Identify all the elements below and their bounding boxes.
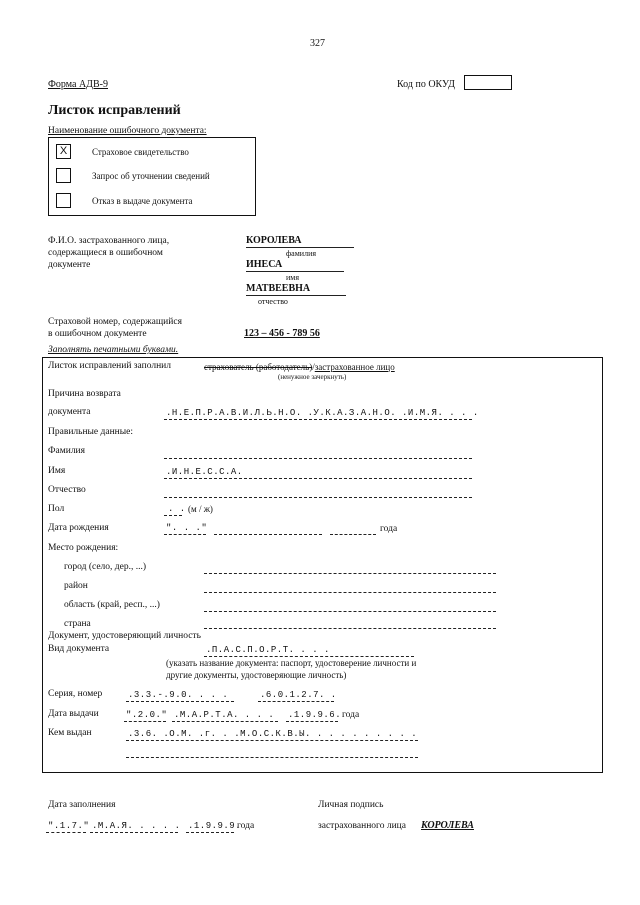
birthplace-label: Место рождения: bbox=[48, 543, 119, 553]
region-label: область (край, респ., ...) bbox=[64, 600, 160, 610]
sex-line bbox=[164, 515, 182, 516]
id-number-line bbox=[258, 701, 334, 702]
surname-line bbox=[164, 458, 472, 459]
series-value[interactable]: .3.3.-.9.0. . . . bbox=[128, 690, 229, 700]
birth-day[interactable]: ". . ." bbox=[166, 523, 208, 533]
name-underline bbox=[246, 271, 344, 272]
signature-label: Личная подпись bbox=[318, 800, 384, 810]
doc-name-label: Наименование ошибочного документа: bbox=[48, 126, 207, 136]
id-type-line bbox=[204, 656, 414, 657]
series-line bbox=[126, 701, 234, 702]
id-type-hint: другие документы, удостоверяющие личность) bbox=[166, 670, 347, 680]
issued-day-line bbox=[124, 721, 166, 722]
issuer-label: Кем выдан bbox=[48, 728, 92, 738]
fill-note: Заполнять печатными буквами. bbox=[48, 345, 179, 355]
option-separator: / bbox=[312, 362, 315, 372]
city-line[interactable] bbox=[204, 573, 496, 574]
doc-type-label: Страховое свидетельство bbox=[92, 147, 189, 157]
sex-hint: (м / ж) bbox=[188, 504, 213, 514]
birth-month-line bbox=[214, 534, 322, 535]
country-label: страна bbox=[64, 619, 91, 629]
filled-by-label: Листок исправлений заполнил bbox=[48, 361, 172, 371]
fill-date-year-line bbox=[186, 832, 234, 833]
patronymic-caption: отчество bbox=[258, 297, 288, 306]
wrong-patronymic: МАТВЕЕВНА bbox=[246, 283, 311, 294]
insurance-label: в ошибочном документе bbox=[48, 329, 147, 339]
issuer-line bbox=[126, 740, 418, 741]
id-doc-label: Документ, удостоверяющий личность bbox=[48, 631, 201, 641]
patronymic-label: Отчество bbox=[48, 485, 86, 495]
patronymic-line bbox=[164, 497, 472, 498]
name-label: Имя bbox=[48, 466, 66, 476]
id-type-label: Вид документа bbox=[48, 644, 110, 654]
fio-label: содержащиеся в ошибочном bbox=[48, 248, 163, 258]
district-label: район bbox=[64, 581, 88, 591]
surname-label: Фамилия bbox=[48, 446, 86, 456]
district-line[interactable] bbox=[204, 592, 496, 593]
filled-by-note: (ненужное зачеркнуть) bbox=[278, 373, 347, 381]
checkbox-refusal[interactable] bbox=[56, 193, 71, 208]
issued-label: Дата выдачи bbox=[48, 709, 99, 719]
fill-date-month-line bbox=[90, 832, 178, 833]
checkbox-insurance-certificate[interactable]: X bbox=[56, 144, 71, 159]
fill-date-year[interactable]: .1.9.9.9. bbox=[188, 821, 242, 831]
page-number: 327 bbox=[310, 38, 325, 49]
fio-label: документе bbox=[48, 260, 91, 270]
sex-label: Пол bbox=[48, 504, 65, 514]
birth-day-line bbox=[164, 534, 206, 535]
issued-year-line bbox=[286, 721, 338, 722]
fill-date-month[interactable]: .М.А.Я. . . . . bbox=[92, 821, 181, 831]
filled-by-options bbox=[204, 363, 395, 372]
doc-type-label: Отказ в выдаче документа bbox=[92, 196, 193, 206]
issued-month-line bbox=[172, 721, 278, 722]
issuer-line-2[interactable] bbox=[126, 757, 418, 758]
birth-suffix: года bbox=[380, 524, 398, 534]
name-value[interactable]: .И.Н.Е.С.С.А. bbox=[166, 467, 243, 477]
okud-field[interactable] bbox=[464, 75, 512, 90]
issuer-value[interactable]: .3.6. .О.М. .г. . .М.О.С.К.В.Ы. . . . . . . . . . bbox=[128, 729, 418, 739]
okud-label: Код по ОКУД bbox=[397, 79, 455, 90]
form-title: Листок исправлений bbox=[48, 103, 181, 118]
reason-label: Причина возврата bbox=[48, 389, 121, 399]
surname-underline bbox=[246, 247, 354, 248]
signature-label: застрахованного лица bbox=[318, 821, 406, 831]
region-line[interactable] bbox=[204, 611, 496, 612]
birth-year-line bbox=[330, 534, 376, 535]
city-label: город (село, дер., ...) bbox=[64, 562, 147, 572]
reason-line bbox=[164, 419, 472, 420]
form-code: Форма АДВ-9 bbox=[48, 79, 108, 90]
sex-value[interactable]: . . bbox=[168, 504, 186, 514]
doc-type-label: Запрос об уточнении сведений bbox=[92, 171, 210, 181]
id-type-value[interactable]: .П.А.С.П.О.Р.Т. . . . bbox=[206, 645, 330, 655]
series-label: Серия, номер bbox=[48, 689, 103, 699]
option-insured: застрахованное лицо bbox=[314, 362, 395, 372]
reason-label: документа bbox=[48, 407, 91, 417]
fio-label: Ф.И.О. застрахованного лица, bbox=[48, 236, 170, 246]
fill-date-day[interactable]: ".1.7." bbox=[48, 821, 90, 831]
issued-month[interactable]: .М.А.Р.Т.А. . . . bbox=[174, 710, 275, 720]
wrong-name: ИНЕСА bbox=[246, 259, 283, 270]
patronymic-underline bbox=[246, 295, 346, 296]
correct-data-label: Правильные данные: bbox=[48, 427, 133, 437]
issued-day[interactable]: ".2.0." bbox=[126, 710, 168, 720]
id-type-hint: (указать название документа: паспорт, удостоверение личности и bbox=[166, 658, 417, 668]
wrong-surname: КОРОЛЕВА bbox=[246, 235, 302, 246]
insurance-label: Страховой номер, содержащийся bbox=[48, 317, 182, 327]
issued-suffix: года bbox=[342, 710, 360, 720]
signature-value: КОРОЛЕВА bbox=[421, 820, 474, 831]
fill-date-label: Дата заполнения bbox=[48, 800, 116, 810]
id-number-value[interactable]: .6.0.1.2.7. . bbox=[260, 690, 337, 700]
country-line[interactable] bbox=[204, 628, 496, 629]
issued-year[interactable]: .1.9.9.6. bbox=[288, 710, 342, 720]
option-employer: страхователь (работодатель) bbox=[204, 362, 313, 372]
insurance-number: 123 – 456 - 789 56 bbox=[244, 328, 320, 339]
fill-date-suffix: года bbox=[237, 821, 255, 831]
name-line bbox=[164, 478, 472, 479]
fill-date-day-line bbox=[46, 832, 86, 833]
name-caption: имя bbox=[286, 273, 300, 282]
reason-value[interactable]: .Н.Е.П.Р.А.В.И.Л.Ь.Н.О. .У.К.А.З.А.Н.О. .И.М.Я. . . . bbox=[166, 408, 479, 418]
surname-caption: фамилия bbox=[286, 249, 317, 258]
checkbox-info-request[interactable] bbox=[56, 168, 71, 183]
birth-label: Дата рождения bbox=[48, 523, 109, 533]
